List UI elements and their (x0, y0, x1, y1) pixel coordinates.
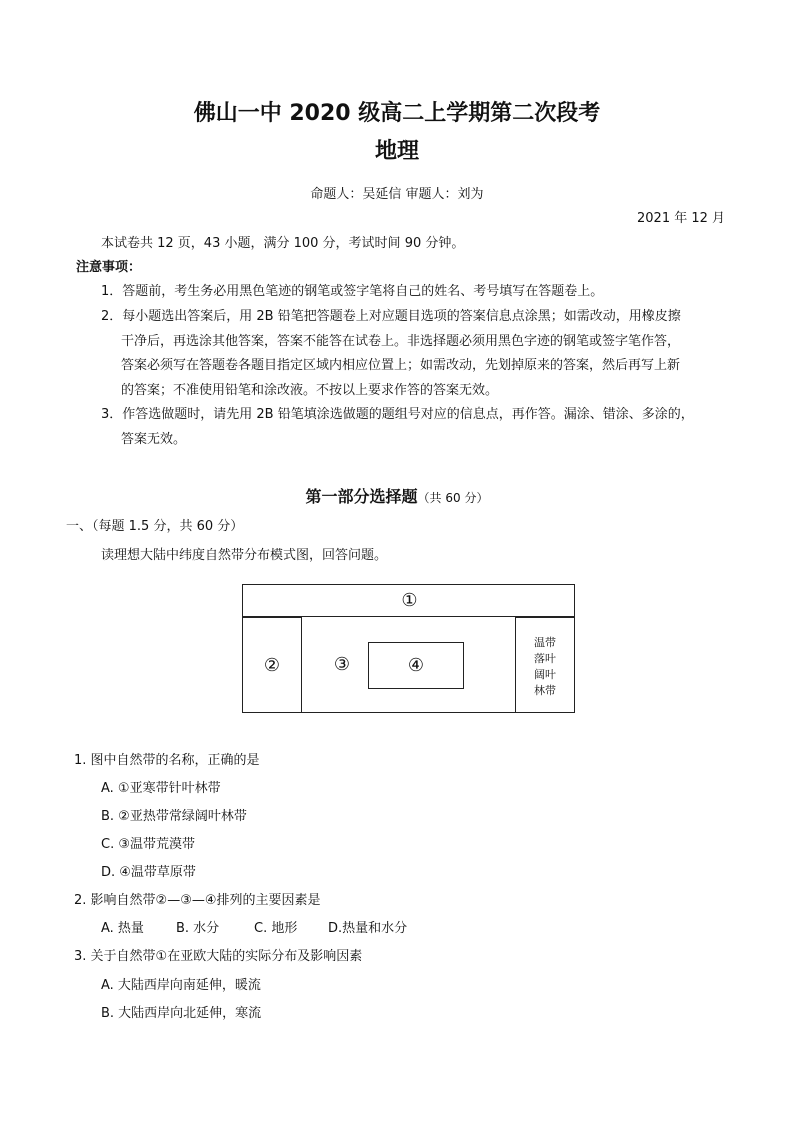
question-3-stem: 3. 关于自然带①在亚欧大陆的实际分布及影响因素 (74, 949, 363, 964)
notice-line-7: 答案无效。 (121, 432, 187, 447)
question-3-option-a: A. 大陆西岸向南延伸，暖流 (101, 978, 261, 993)
question-1-option-a: A. ①亚寒带针叶林带 (101, 781, 221, 796)
notice-line-6: 3．作答选做题时，请先用 2B 铅笔填涂选做题的题组号对应的信息点，再作答。漏涂、错涂、多涂的， (101, 407, 694, 422)
intro-line: 本试卷共 12 页，43 小题，满分 100 分，考试时间 90 分钟。 (101, 236, 465, 251)
notice-line-2: 2．每小题选出答案后，用 2B 铅笔把答题卷上对应题目选项的答案信息点涂黑；如需改动，用橡皮擦 (101, 309, 681, 324)
question-prompt: 读理想大陆中纬度自然带分布模式图，回答问题。 (101, 548, 388, 563)
right-zone-text-3: 阔叶 (534, 668, 556, 681)
part1-score: （共 60 分） (417, 491, 489, 505)
right-zone-text-4: 林带 (534, 684, 556, 697)
part1-title: 第一部分选择题 (305, 487, 418, 506)
section-heading: 一、（每题 1.5 分，共 60 分） (66, 519, 244, 534)
notice-line-5: 的答案；不准使用铅笔和涂改液。不按以上要求作答的答案无效。 (121, 383, 499, 398)
zone-2-label: ② (263, 655, 281, 676)
zone-3-label: ③ (333, 654, 351, 675)
zone-4-box (368, 642, 464, 689)
question-3-option-b: B. 大陆西岸向北延伸，寒流 (101, 1006, 262, 1021)
question-1-option-c: C. ③温带荒漠带 (101, 837, 195, 852)
zone-4-label: ④ (407, 655, 425, 676)
authors-line: 命题人：吴延信 审题人：刘为 (310, 187, 484, 202)
exam-date: 2021 年 12 月 (637, 211, 726, 226)
notice-title: 注意事项： (76, 260, 142, 275)
question-2-option-c: C. 地形 (254, 921, 298, 936)
question-2-option-d: D.热量和水分 (328, 921, 408, 936)
notice-line-3: 干净后，再选涂其他答案，答案不能答在试卷上。非选择题必须用黑色字迹的钢笔或签字笔作答， (121, 334, 681, 349)
right-zone-text-2: 落叶 (534, 652, 556, 665)
notice-line-4: 答案必须写在答题卷各题目指定区域内相应位置上；如需改动，先划掉原来的答案，然后再写上新 (121, 358, 681, 373)
subject-title: 地理 (374, 139, 419, 164)
part1-heading (0, 484, 794, 507)
zone-1-label: ① (401, 590, 418, 611)
question-2-option-b: B. 水分 (176, 921, 220, 936)
question-2-stem: 2. 影响自然带②—③—④排列的主要因素是 (74, 893, 321, 908)
notice-line-1: 1．答题前，考生务必用黑色笔迹的钢笔或签字笔将自己的姓名、考号填写在答题卷上。 (101, 284, 604, 299)
right-zone-text-1: 温带 (534, 636, 556, 649)
natural-zone-diagram (242, 584, 575, 713)
zone-2-box (242, 617, 302, 713)
question-1-option-d: D. ④温带草原带 (101, 865, 196, 880)
question-1-stem: 1. 图中自然带的名称，正确的是 (74, 753, 260, 768)
question-2-option-a: A. 热量 (101, 921, 144, 936)
exam-title: 佛山一中 2020 级高二上学期第二次段考 (193, 101, 601, 126)
zone-1-band (242, 584, 575, 617)
zone-right-box (515, 617, 575, 713)
question-1-option-b: B. ②亚热带常绿阔叶林带 (101, 809, 247, 824)
